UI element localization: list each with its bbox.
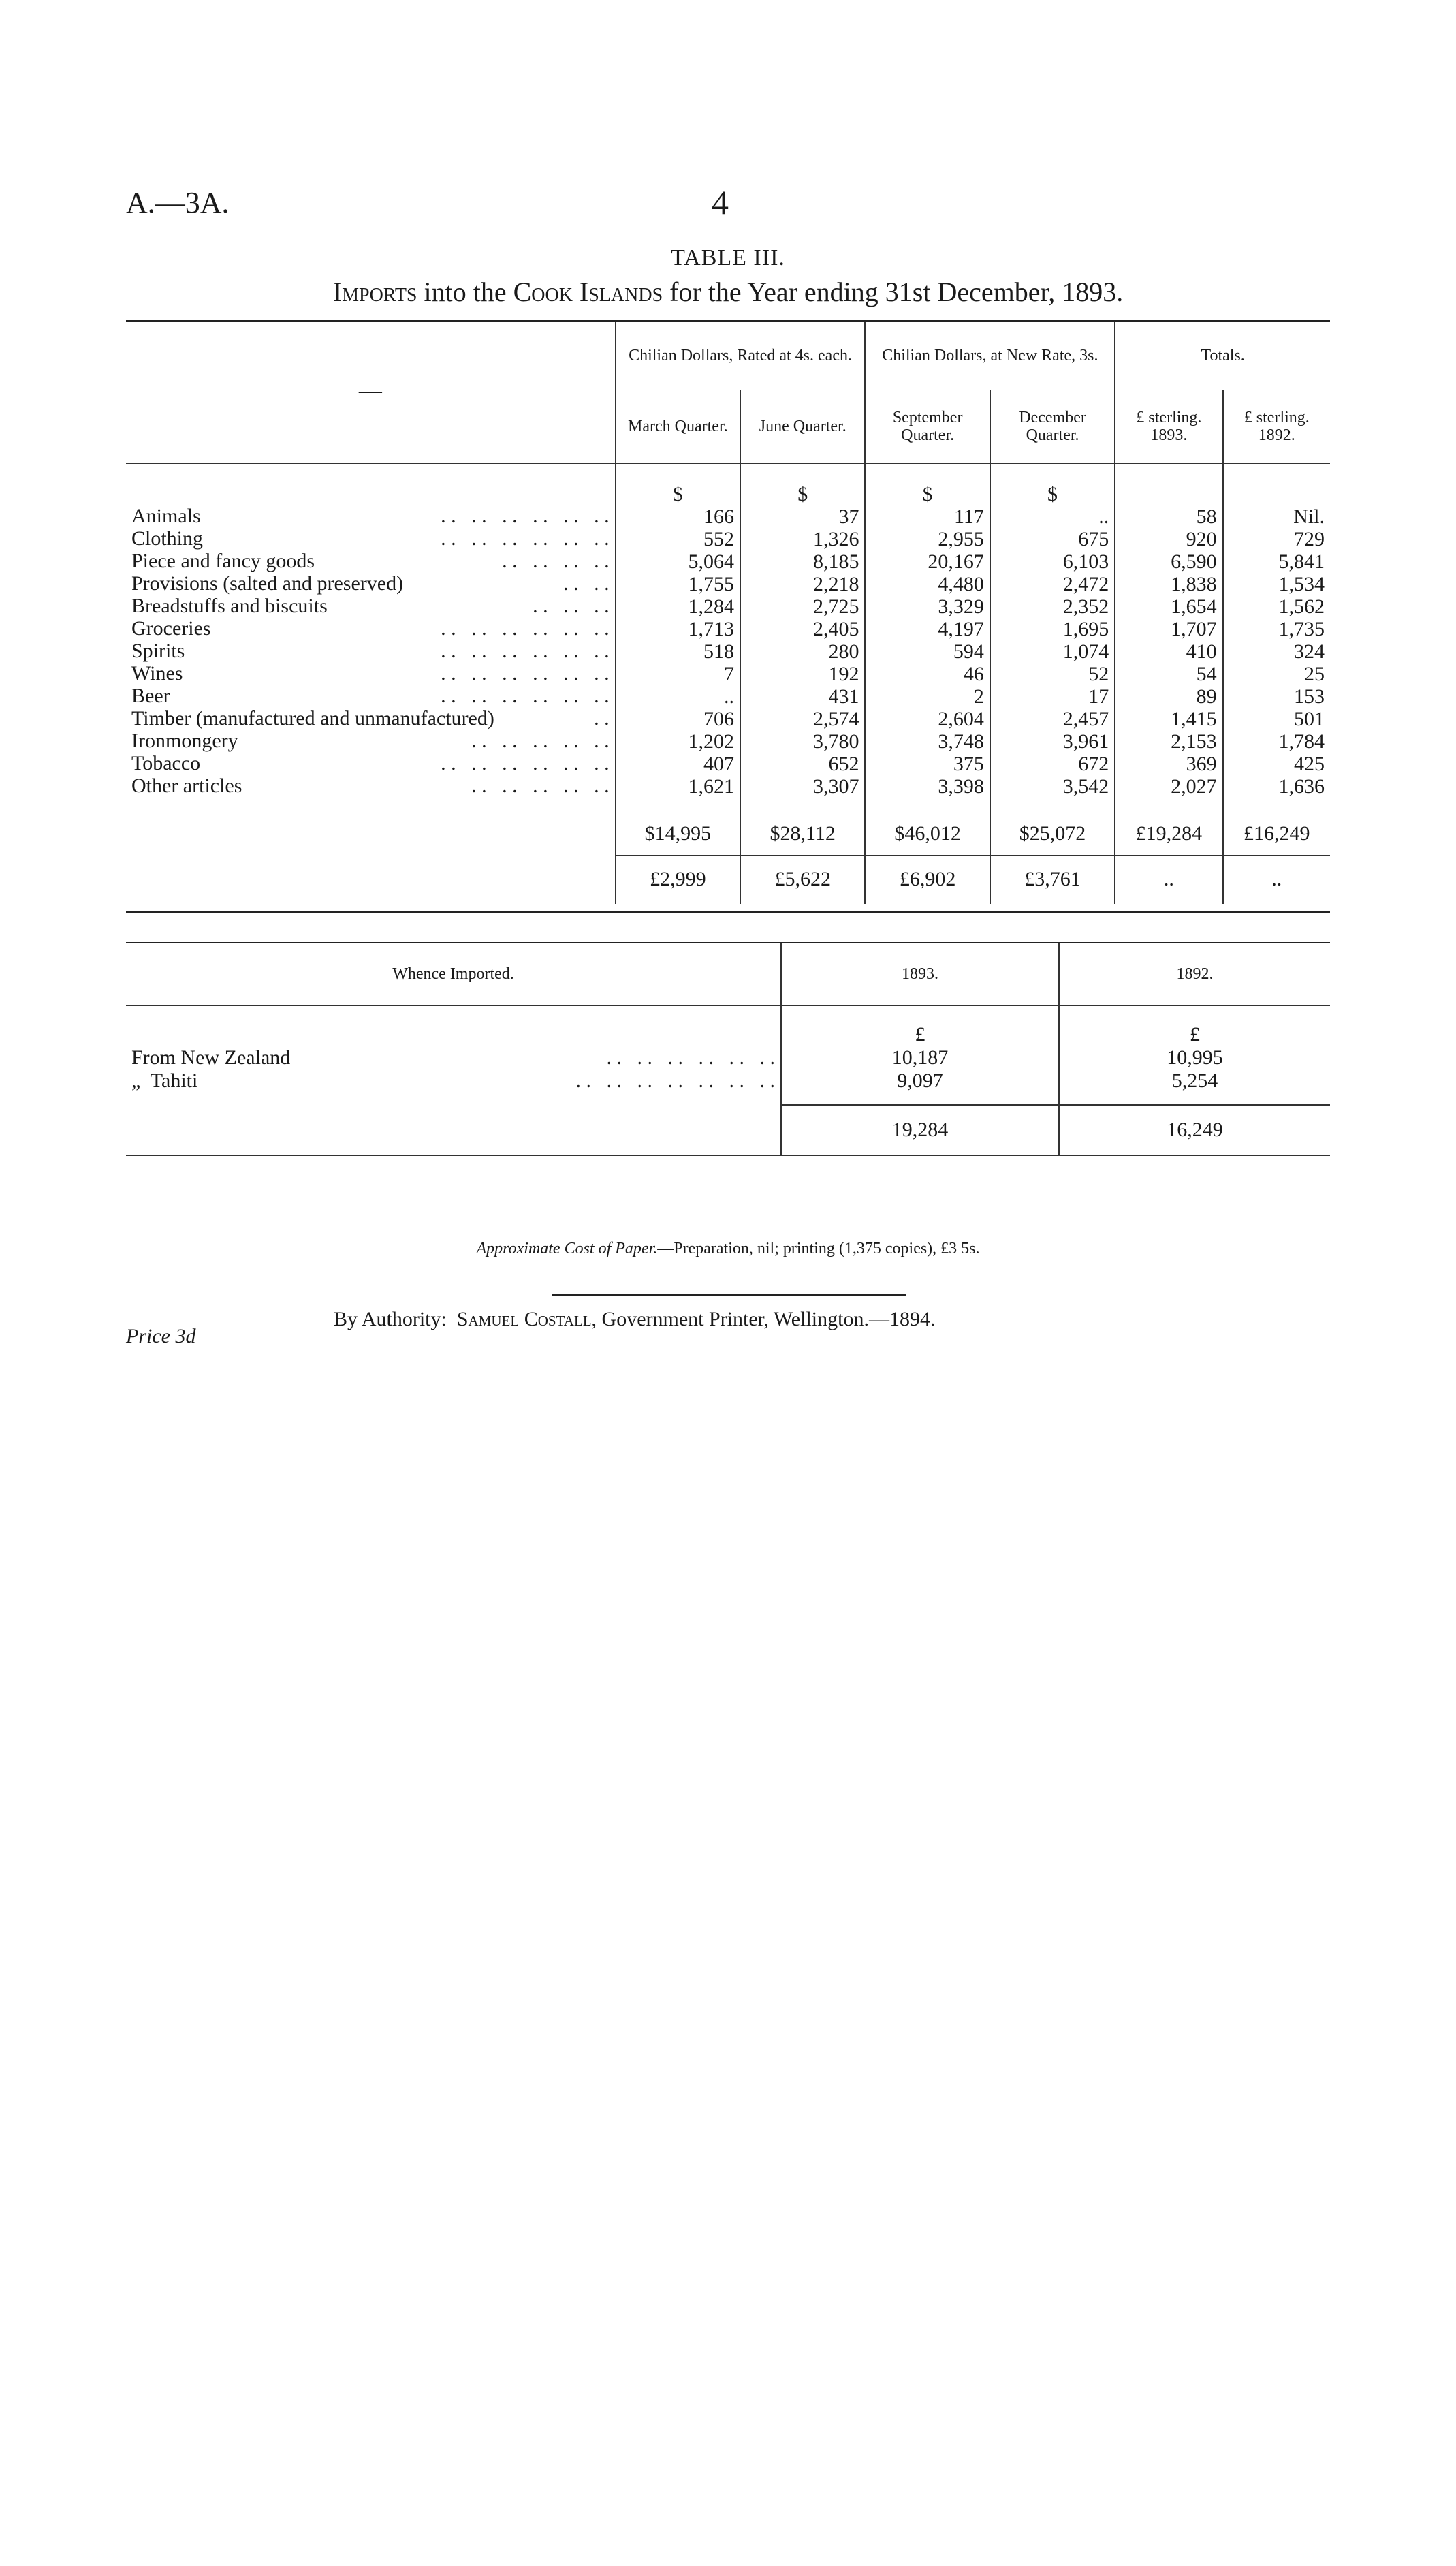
cell-june: 2,725 <box>740 595 865 618</box>
sterling-december: £3,761 <box>990 855 1115 904</box>
spacer-cell <box>1223 798 1330 813</box>
caption-suffix: for the Year ending 31st December, 1893. <box>663 277 1124 307</box>
sterling-september: £6,902 <box>865 855 990 904</box>
cell-y1893: 2,153 <box>1115 730 1222 753</box>
label-header <box>126 322 616 463</box>
totals-sterling-row <box>126 855 1330 904</box>
cell-dec: 6,103 <box>990 550 1115 573</box>
row-label: Tobacco <box>131 752 201 775</box>
import-rows <box>126 505 1330 798</box>
whence-header-row <box>126 943 1330 1005</box>
table-row <box>126 730 1330 753</box>
whence-label-header: Whence Imported. <box>126 943 781 1005</box>
whence-spacer <box>781 1093 1059 1105</box>
whence-spacer <box>126 1093 781 1105</box>
cost-text: —Preparation, nil; printing (1,375 copies), £3 5s. <box>657 1240 980 1257</box>
header-dash: — <box>358 378 382 403</box>
whence-leader: . . . . . . . . . . . . . . <box>575 1069 775 1092</box>
cost-of-paper <box>0 1240 1456 1258</box>
cell-y1893: 2,027 <box>1115 775 1222 798</box>
table-row <box>126 685 1330 708</box>
cell-sept: 375 <box>865 753 990 775</box>
sterling-1892: .. <box>1223 855 1330 904</box>
cell-march: 1,713 <box>616 618 740 640</box>
cell-y1892: 1,784 <box>1223 730 1330 753</box>
row-label-cell <box>126 753 615 775</box>
row-label-cell <box>126 775 615 797</box>
total-september: $46,012 <box>865 813 990 855</box>
row-label-cell <box>126 595 615 617</box>
row-leader: . . . . . . . . . . . . <box>441 640 610 662</box>
cell-sept: 20,167 <box>865 550 990 573</box>
total-march: $14,995 <box>616 813 740 855</box>
spacer-cell <box>126 798 616 813</box>
cell-sept: 594 <box>865 640 990 663</box>
cost-label: Approximate Cost of Paper. <box>476 1240 658 1257</box>
cell-y1892: 1,636 <box>1223 775 1330 798</box>
cell-dec: 2,352 <box>990 595 1115 618</box>
cell-march: .. <box>616 685 740 708</box>
total-1892: £16,249 <box>1223 813 1330 855</box>
row-leader: . . . . <box>563 572 610 595</box>
cell-dec: 3,542 <box>990 775 1115 798</box>
row-label-cell <box>126 550 615 572</box>
whence-spacer-row <box>126 1093 1330 1105</box>
row-label-cell <box>126 618 615 640</box>
row-leader: . . . . . . . . . . <box>471 775 610 797</box>
page-identifier: A.—3A. <box>126 186 230 219</box>
unit-empty <box>1223 463 1330 505</box>
table-row <box>126 708 1330 730</box>
unit-symbol: $ <box>990 463 1115 505</box>
caption-place: Cook Islands <box>513 277 663 307</box>
sterling-june: £5,622 <box>740 855 865 904</box>
cell-june: 652 <box>740 753 865 775</box>
table-row <box>126 505 1330 528</box>
caption-mid: into the <box>417 277 513 307</box>
cell-march: 1,202 <box>616 730 740 753</box>
printer-authority <box>334 1308 935 1331</box>
whence-cell-y1892: 5,254 <box>1059 1069 1330 1093</box>
group-rated-4s: Chilian Dollars, Rated at 4s. each. <box>616 322 866 390</box>
unit-symbol: $ <box>865 463 990 505</box>
whence-col-1892: 1892. <box>1059 943 1330 1005</box>
cell-y1892: 324 <box>1223 640 1330 663</box>
col-total-1892: £ sterling. 1892. <box>1223 390 1330 463</box>
cell-dec: 17 <box>990 685 1115 708</box>
cell-y1893: 1,654 <box>1115 595 1222 618</box>
row-leader: . . . . . . . . . . . . <box>441 752 610 775</box>
cell-dec: 52 <box>990 663 1115 685</box>
cell-y1893: 1,838 <box>1115 573 1222 595</box>
table-row <box>126 573 1330 595</box>
unit-row <box>126 463 1330 505</box>
whence-unit-label <box>126 1005 781 1046</box>
cell-june: 37 <box>740 505 865 528</box>
imports-table <box>126 322 1330 904</box>
row-label: Ironmongery <box>131 730 238 752</box>
totals-label <box>126 813 616 855</box>
row-leader: . . . . . . . . <box>502 550 610 572</box>
table-caption <box>0 276 1456 308</box>
total-june: $28,112 <box>740 813 865 855</box>
row-label: Spirits <box>131 640 185 662</box>
price: Price 3d <box>126 1325 196 1347</box>
cell-dec: 1,695 <box>990 618 1115 640</box>
table-title: TABLE III. <box>671 245 785 270</box>
row-leader: . . . . . . . . . . . . <box>441 527 610 550</box>
totals-dollars-row <box>126 813 1330 855</box>
cell-march: 518 <box>616 640 740 663</box>
table-row <box>126 640 1330 663</box>
cell-y1893: 58 <box>1115 505 1222 528</box>
whence-leader: . . . . . . . . . . . . <box>606 1046 775 1069</box>
whence-total-1892: 16,249 <box>1059 1105 1330 1155</box>
whence-unit-1893: £ <box>781 1005 1059 1046</box>
cell-june: 1,326 <box>740 528 865 550</box>
whence-label-cell <box>126 1046 780 1069</box>
authority-prefix: By Authority: <box>334 1308 457 1330</box>
unit-symbol: $ <box>616 463 740 505</box>
cell-y1893: 920 <box>1115 528 1222 550</box>
row-label: Piece and fancy goods <box>131 550 315 572</box>
cell-y1893: 54 <box>1115 663 1222 685</box>
cell-june: 2,218 <box>740 573 865 595</box>
group-totals: Totals. <box>1115 322 1330 390</box>
cell-y1892: Nil. <box>1223 505 1330 528</box>
cell-june: 3,307 <box>740 775 865 798</box>
cell-sept: 3,398 <box>865 775 990 798</box>
cell-y1892: 425 <box>1223 753 1330 775</box>
cell-june: 2,405 <box>740 618 865 640</box>
cell-dec: 672 <box>990 753 1115 775</box>
cell-y1893: 6,590 <box>1115 550 1222 573</box>
whence-cell-y1893: 9,097 <box>781 1069 1059 1093</box>
total-december: $25,072 <box>990 813 1115 855</box>
cell-y1892: 1,562 <box>1223 595 1330 618</box>
caption-imports: Imports <box>332 277 417 307</box>
whence-row <box>126 1046 1330 1069</box>
table-row <box>126 753 1330 775</box>
whence-total-label <box>126 1105 781 1155</box>
whence-label-cell <box>126 1069 780 1093</box>
group-header-row <box>126 322 1330 390</box>
row-label-cell <box>126 663 615 685</box>
whence-unit-row <box>126 1005 1330 1046</box>
cell-sept: 2,955 <box>865 528 990 550</box>
cell-sept: 3,748 <box>865 730 990 753</box>
cell-dec: .. <box>990 505 1115 528</box>
table-row <box>126 618 1330 640</box>
row-label: Beer <box>131 685 170 707</box>
whence-cell-y1892: 10,995 <box>1059 1046 1330 1069</box>
spacer-cell <box>1115 798 1222 813</box>
row-leader: . . . . . . . . . . <box>471 730 610 752</box>
cell-june: 3,780 <box>740 730 865 753</box>
cell-y1893: 89 <box>1115 685 1222 708</box>
cell-sept: 117 <box>865 505 990 528</box>
row-label: Groceries <box>131 617 211 640</box>
page-number: 4 <box>712 183 729 221</box>
col-june: June Quarter. <box>740 390 865 463</box>
row-label-cell <box>126 685 615 707</box>
cell-dec: 2,472 <box>990 573 1115 595</box>
cell-dec: 3,961 <box>990 730 1115 753</box>
whence-row <box>126 1069 1330 1093</box>
cell-june: 431 <box>740 685 865 708</box>
cell-dec: 1,074 <box>990 640 1115 663</box>
cell-sept: 2 <box>865 685 990 708</box>
sterling-1893: .. <box>1115 855 1222 904</box>
row-label-cell <box>126 708 615 730</box>
cell-june: 280 <box>740 640 865 663</box>
row-label: Clothing <box>131 527 204 550</box>
row-label: Animals <box>131 505 201 527</box>
cell-march: 1,621 <box>616 775 740 798</box>
cell-dec: 675 <box>990 528 1115 550</box>
col-september: September Quarter. <box>865 390 990 463</box>
table-row <box>126 663 1330 685</box>
whence-rows <box>126 1046 1330 1093</box>
cell-y1893: 369 <box>1115 753 1222 775</box>
cell-sept: 2,604 <box>865 708 990 730</box>
whence-label: „ Tahiti <box>131 1069 198 1092</box>
table-bottom-rule <box>126 911 1330 913</box>
row-label-cell <box>126 730 615 752</box>
cell-dec: 2,457 <box>990 708 1115 730</box>
cell-y1892: 501 <box>1223 708 1330 730</box>
cell-june: 8,185 <box>740 550 865 573</box>
spacer-cell <box>616 798 740 813</box>
cell-y1892: 153 <box>1223 685 1330 708</box>
col-total-1893: £ sterling. 1893. <box>1115 390 1222 463</box>
authority-suffix: , Government Printer, Wellington.—1894. <box>591 1308 936 1330</box>
table-row <box>126 775 1330 798</box>
cell-june: 192 <box>740 663 865 685</box>
row-label-cell <box>126 573 615 595</box>
spacer-cell <box>740 798 865 813</box>
cell-y1892: 1,534 <box>1223 573 1330 595</box>
cell-y1893: 410 <box>1115 640 1222 663</box>
footer-rule <box>552 1294 906 1296</box>
cell-y1892: 5,841 <box>1223 550 1330 573</box>
row-leader: . . <box>594 707 610 730</box>
cell-y1892: 1,735 <box>1223 618 1330 640</box>
cell-march: 407 <box>616 753 740 775</box>
row-label: Wines <box>131 662 183 685</box>
row-label-cell <box>126 528 615 550</box>
row-label: Breadstuffs and biscuits <box>131 595 328 617</box>
cell-sept: 4,197 <box>865 618 990 640</box>
row-leader: . . . . . . . . . . . . <box>441 505 610 527</box>
whence-cell-y1893: 10,187 <box>781 1046 1059 1069</box>
cell-march: 7 <box>616 663 740 685</box>
cell-sept: 4,480 <box>865 573 990 595</box>
row-label-cell <box>126 505 615 527</box>
whence-unit-1892: £ <box>1059 1005 1330 1046</box>
cell-y1893: 1,415 <box>1115 708 1222 730</box>
unit-empty <box>1115 463 1222 505</box>
cell-march: 5,064 <box>616 550 740 573</box>
row-leader: . . . . . . . . . . . . <box>441 662 610 685</box>
whence-spacer <box>1059 1093 1330 1105</box>
row-label: Provisions (salted and preserved) <box>131 572 404 595</box>
printer-name: Samuel Costall <box>456 1308 592 1330</box>
cell-sept: 3,329 <box>865 595 990 618</box>
cell-march: 706 <box>616 708 740 730</box>
spacer-row <box>126 798 1330 813</box>
spacer-cell <box>990 798 1115 813</box>
whence-col-1893: 1893. <box>781 943 1059 1005</box>
cell-march: 1,755 <box>616 573 740 595</box>
cell-y1893: 1,707 <box>1115 618 1222 640</box>
spacer-cell <box>865 798 990 813</box>
unit-row-label <box>126 463 616 505</box>
totals-sterling-label <box>126 855 616 904</box>
cell-y1892: 25 <box>1223 663 1330 685</box>
whence-total-1893: 19,284 <box>781 1105 1059 1155</box>
cell-y1892: 729 <box>1223 528 1330 550</box>
row-label-cell <box>126 640 615 662</box>
group-new-rate-3s: Chilian Dollars, at New Rate, 3s. <box>865 322 1115 390</box>
whence-imported-table <box>126 943 1330 1156</box>
table-row <box>126 528 1330 550</box>
cell-june: 2,574 <box>740 708 865 730</box>
row-label: Timber (manufactured and unmanufactured) <box>131 707 494 730</box>
row-leader: . . . . . . . . . . . . <box>441 617 610 640</box>
row-leader: . . . . . . <box>533 595 610 617</box>
cell-march: 552 <box>616 528 740 550</box>
total-1893: £19,284 <box>1115 813 1222 855</box>
cell-march: 1,284 <box>616 595 740 618</box>
row-leader: . . . . . . . . . . . . <box>441 685 610 707</box>
col-december: December Quarter. <box>990 390 1115 463</box>
unit-symbol: $ <box>740 463 865 505</box>
sterling-march: £2,999 <box>616 855 740 904</box>
whence-total-row <box>126 1105 1330 1155</box>
row-label: Other articles <box>131 775 242 797</box>
table-row <box>126 550 1330 573</box>
col-march: March Quarter. <box>616 390 740 463</box>
cell-sept: 46 <box>865 663 990 685</box>
whence-label: From New Zealand <box>131 1046 291 1069</box>
cell-march: 166 <box>616 505 740 528</box>
table-row <box>126 595 1330 618</box>
